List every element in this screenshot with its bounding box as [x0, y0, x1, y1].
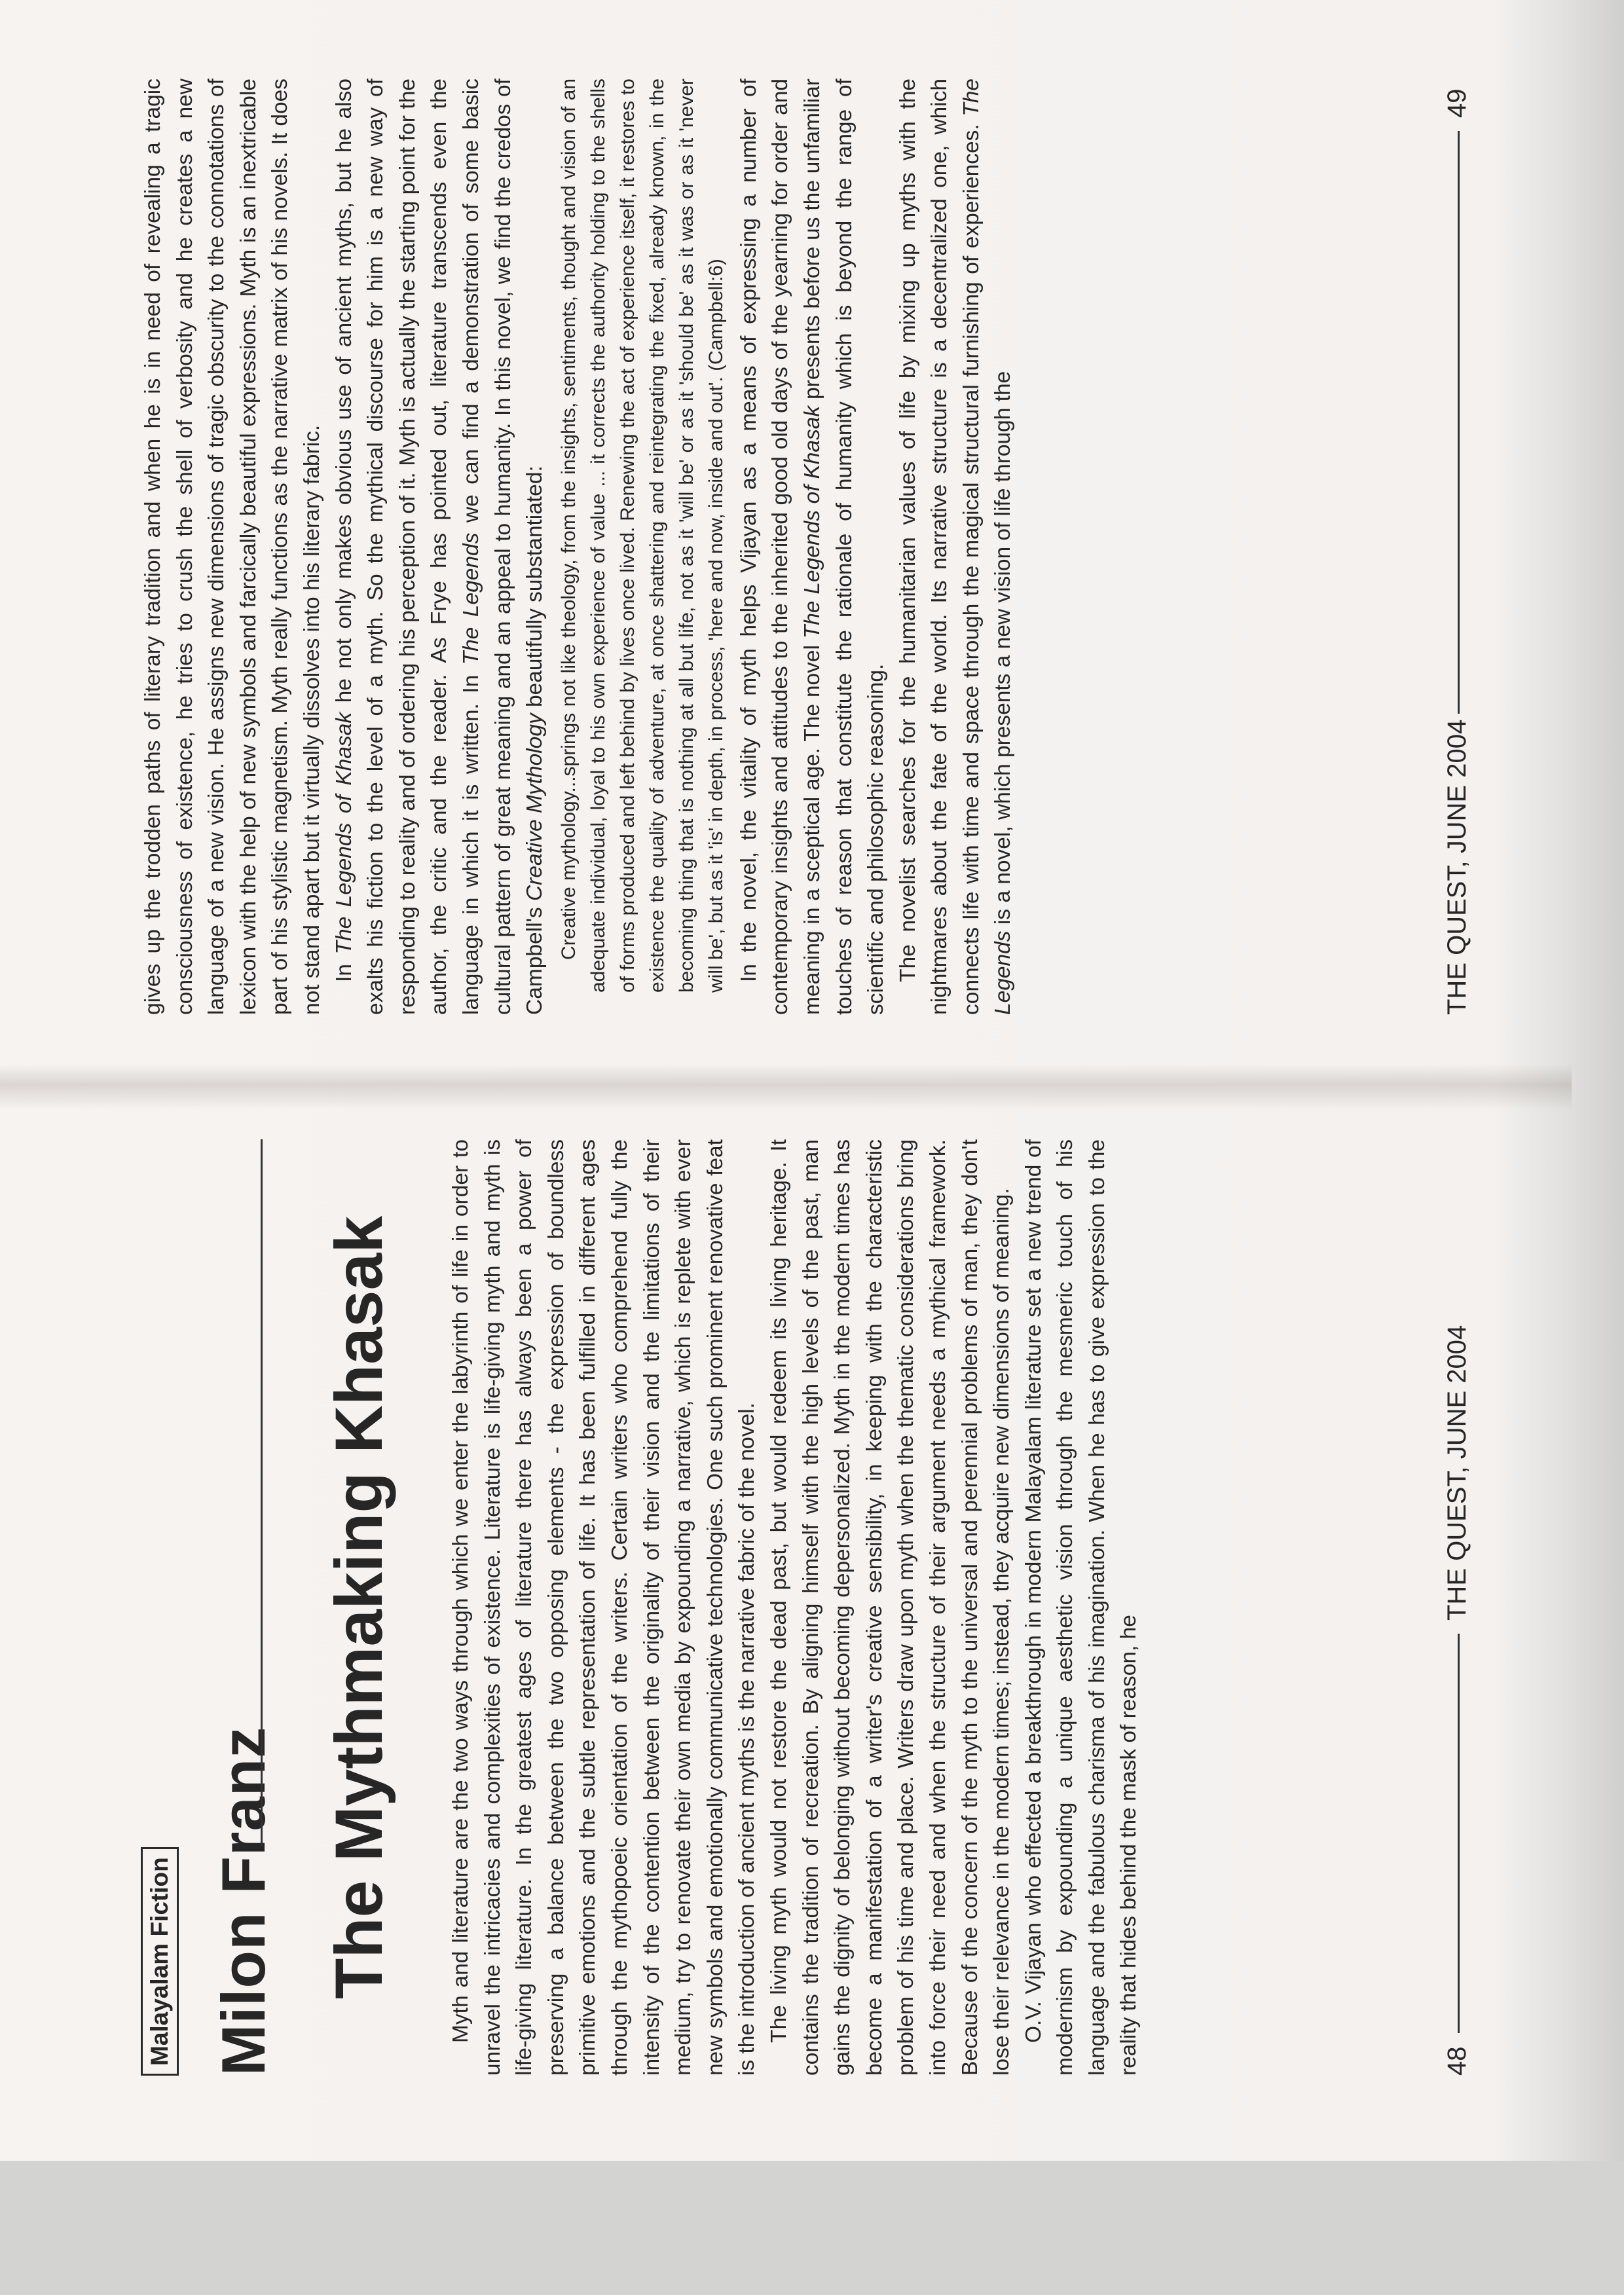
paragraph: In The Legends of Khasak he not only makes obvious use of ancient myths, but he also exalts his fiction to the level of a myth. So the mythical discourse for him is a new way of responding to reality and of ordering his perception of it. Myth is actually the starting point for the author, the critic and the reader. As Frye has pointed out, literature transcends even the language in which it is written. In The Legends we can find a demonstration of some basic cultural pattern of great meaning and an appeal to humanity. In this novel, we find the credos of Campbell's Creative Mythology beautifully substantiated:: [331, 79, 547, 1015]
paragraph: The living myth would not restore the dead past, but would redeem its living heritage. It contains the tradition of recreation. By aligning himself with the high levels of the past, man gains the dignity of belonging without becoming depersonalized. Myth in the modern times has become a manifestation of a writer's creative sensibility, in keeping with the characteristic problem of his time and place. Writers draw upon myth when the thematic considerations bring into force their need and when the structure of their argument needs a mythical framework. Because of the concern of the myth to the universal and perennial problems of man, they don't lose their relevance in the modern times; instead, they acquire new dimensions of meaning.: [766, 1139, 1014, 2076]
paragraph: The novelist searches for the humanitarian values of life by mixing up myths with the nightmares about the fate of the world. Its narrative structure is a decentralized one, which connects life with time and space through the magical structural furnishing of experiences. The Legends is a novel, which presents a new vision of life through the: [895, 79, 1016, 1015]
footer-rule-right: [1458, 131, 1460, 714]
block-quote: Creative mythology...springs not like theology, from the insights, sentiments, thought and vision of an adequate individual, loyal to his own experience of value ... it corrects the authority holding to the shells of forms produced and left behind by lives once lived. Renewing the act of experience itself, it restores to existence the quality of adventure, at once shattering and reintegrating the fixed, already known, in the becoming thing that is nothing at all but life, not as it 'will be' or as it 'should be' as it was or as it 'never will be', but as it 'is' in depth, in process, 'here and now, inside and out'. (Campbell:6): [557, 79, 727, 993]
author-rule: [261, 1139, 263, 1846]
article-title: The Mythmaking Khasak: [322, 1216, 396, 1999]
footer-journal-left: THE QUEST, JUNE 2004: [1443, 1325, 1471, 1621]
footer-rule-left: [1458, 1634, 1460, 2033]
right-text-column: [138, 79, 1020, 1015]
paragraph: In the novel, the vitality of myth helps Vijayan as a means of expressing a number of contemporary insights and attitudes to the inherited good old days of the yearning for order and meaning in a sceptical age. The novel The Legends of Khasak presents before us the unfamiliar touches of reason that constitute the rationale of humanity which is beyond the range of scientific and philosophic reasoning.: [736, 79, 889, 1015]
book-title: The Legends: [959, 79, 1016, 1015]
author-name: Milon Franz: [209, 1726, 278, 2076]
page-number-right: 49: [1443, 88, 1471, 118]
paragraph: Myth and literature are the two ways through which we enter the labyrinth of life in order to unravel the intricacies and complexities of existence. Literature is life-giving myth and myth is life-giving literature. In the greatest ages of literature there has always been a power of preserving a balance between the two opposing elements - the expression of boundless primitive emotions and the subtle representation of life. It has been fulfilled in different ages through the mythopoeic orientation of the writers. Certain writers who comprehend fully the intensity of the contention between the originality of their vision and the limitations of their medium, try to renovate their own media by expounding a narrative, which is replete with ever new symbols and emotionally communicative technologies. One such prominent renovative feat is the introduction of ancient myths is the narrative fabric of the novel.: [449, 1139, 760, 2076]
book-title: The Legends of Khasak: [331, 712, 356, 955]
book-title: Creative Mythology: [523, 713, 547, 902]
book-title: The Legends: [458, 532, 483, 665]
section-label: Malayalam Fiction: [141, 1847, 179, 2076]
book-title: The Legends of Khasak: [800, 405, 824, 639]
right-page: [0, 0, 1572, 1087]
paragraph: O.V. Vijayan who effected a breakthrough in modern Malayalam literature set a new trend of modernism by expounding a unique aesthetic vision through the mesmeric touch of his language and the fabulous charisma of his imagination. When he has to give expression to the reality that hides behind the mask of reason, he: [1021, 1139, 1141, 2076]
paragraph: gives up the trodden paths of literary tradition and when he is in need of revealing a tragic consciousness of existence, he tries to crush the shell of verbosity and he creates a new language of a new vision. He assigns new dimensions of tragic obscurity to the connotations of lexicon with the help of new symbols and farcically beautiful expressions. Myth is an inextricable part of his stylistic magnetism. Myth really functions as the narrative matrix of his novels. It does not stand apart but it virtually dissolves into his literary fabric.: [141, 79, 324, 1015]
page-number-left: 48: [1443, 2046, 1471, 2076]
left-page: [0, 1087, 1572, 2200]
left-text-column: [445, 1139, 1145, 2076]
footer-journal-right: THE QUEST, JUNE 2004: [1443, 719, 1471, 1015]
